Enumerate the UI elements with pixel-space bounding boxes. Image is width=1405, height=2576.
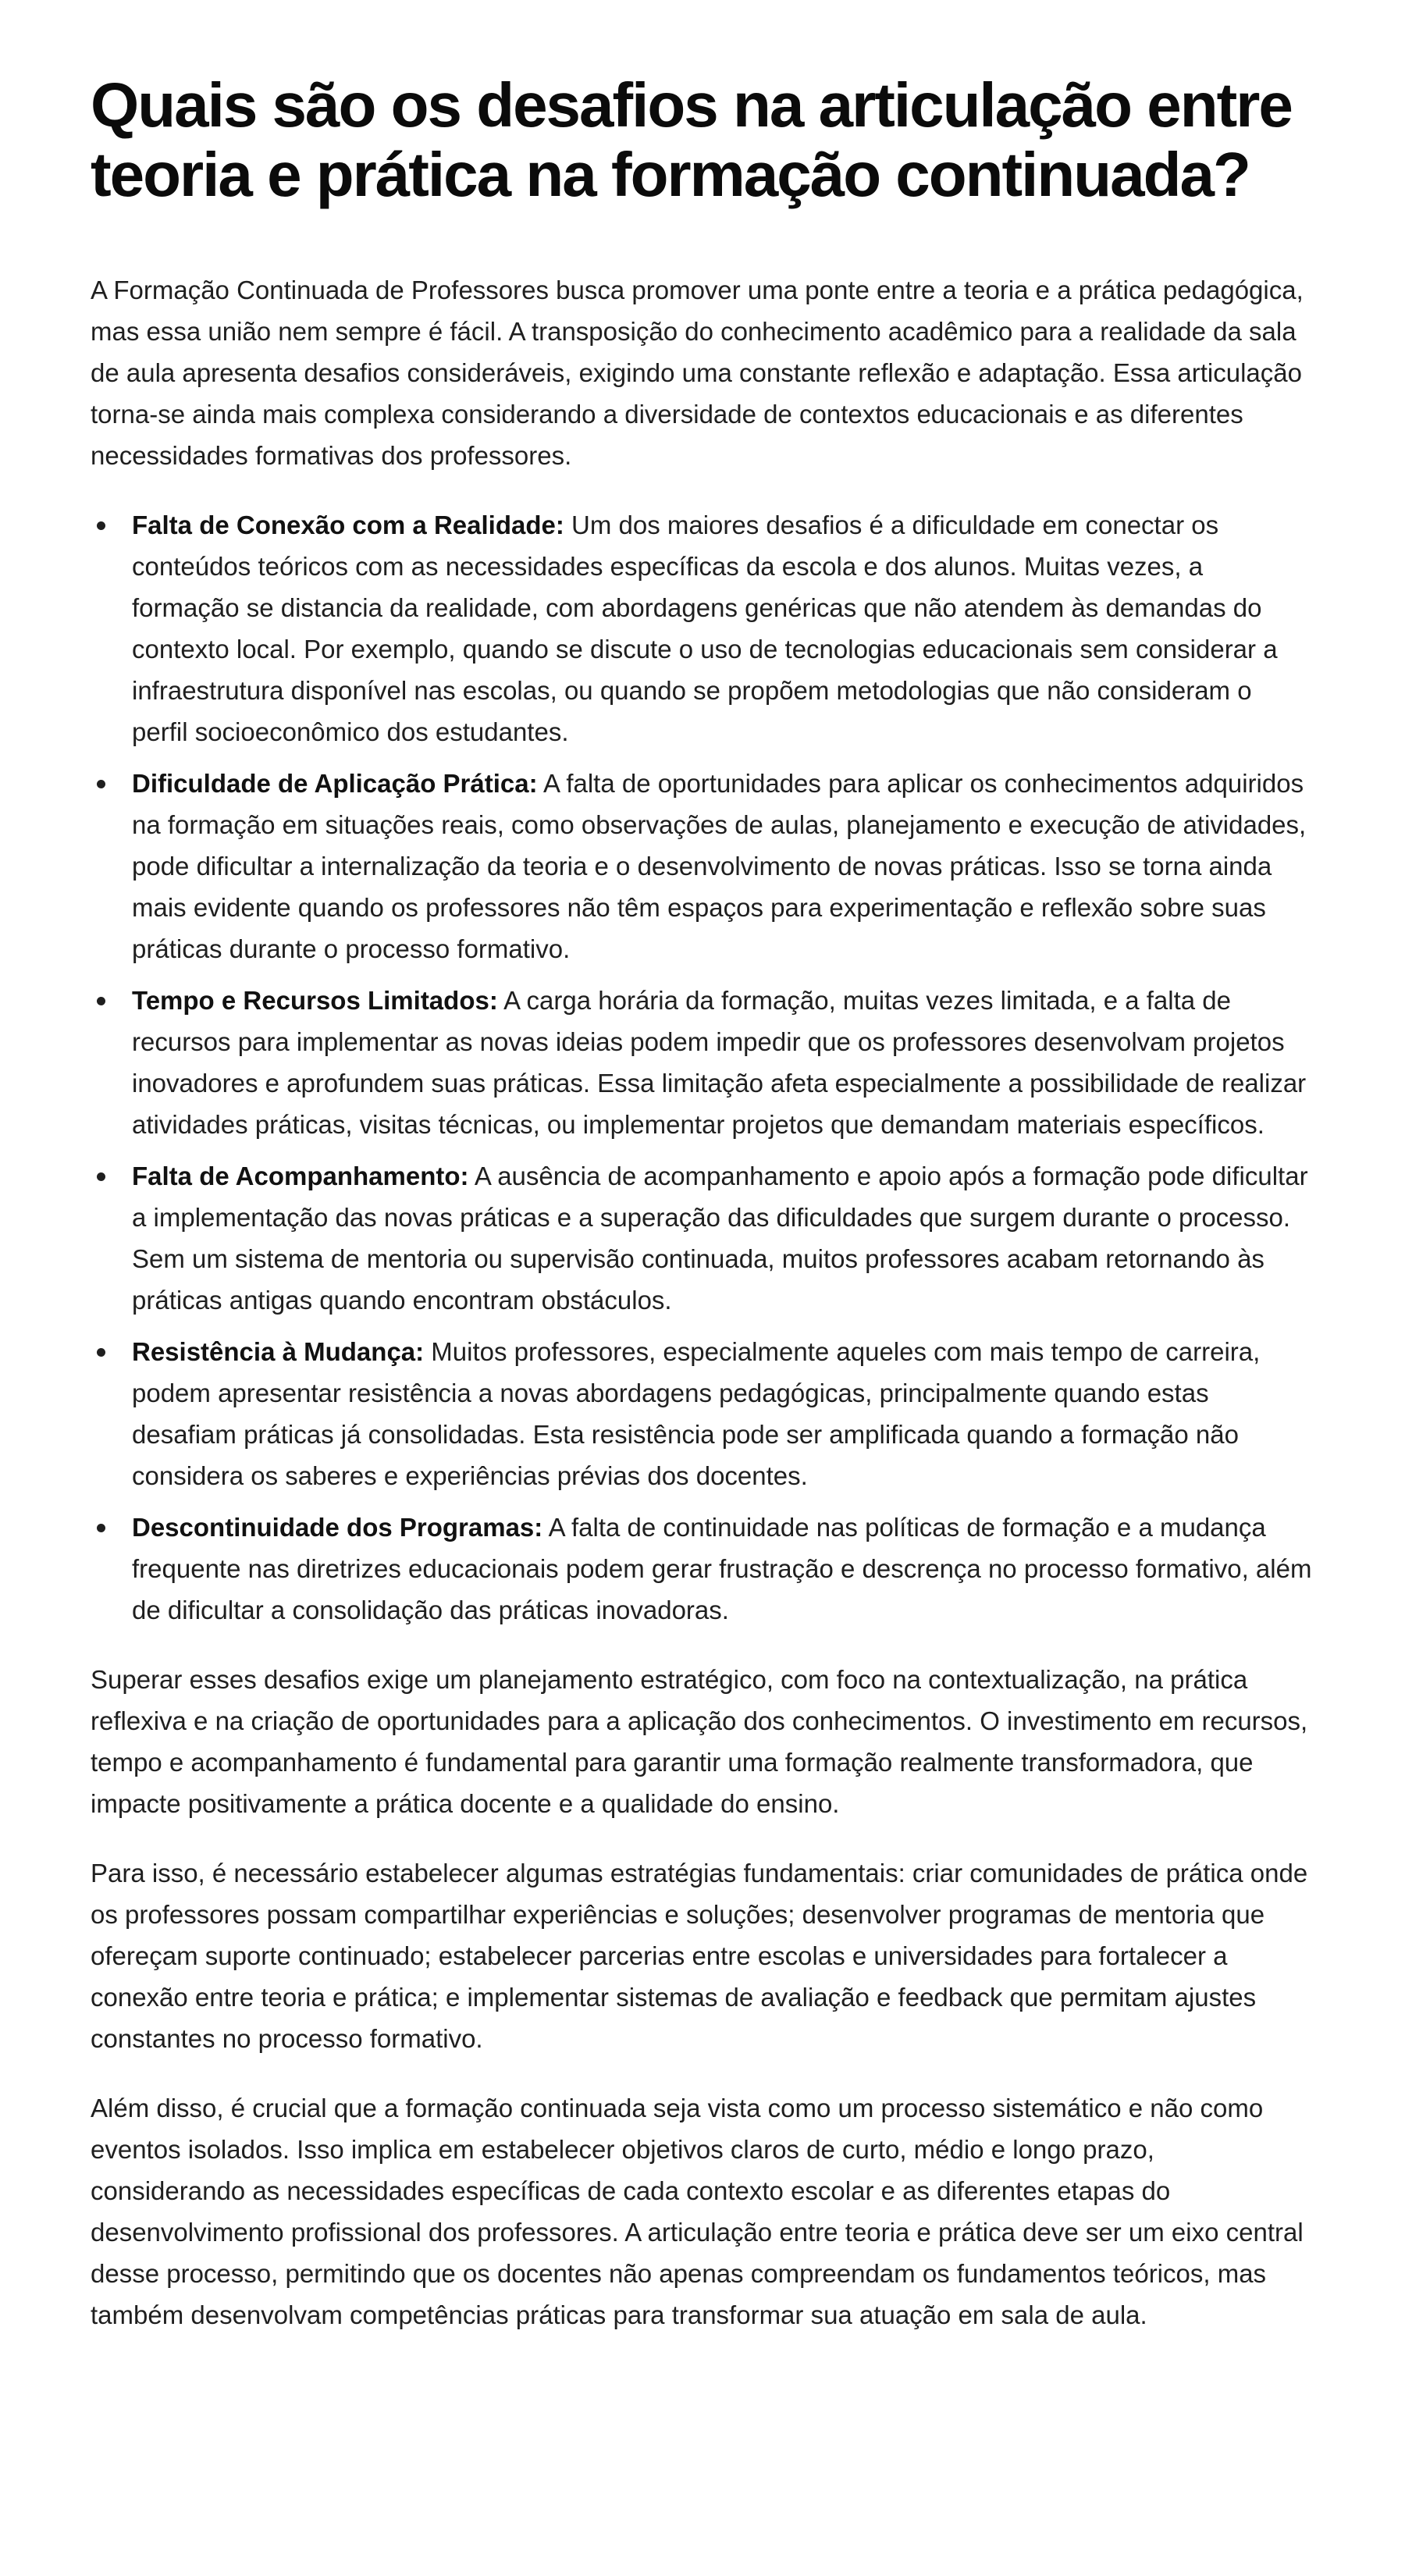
list-item <box>91 980 1314 1145</box>
challenges-list <box>91 504 1314 1631</box>
list-item-text: Muitos professores, especialmente aqueles com mais tempo de carreira, podem apresentar resistência a novas abordagens pedagógicas, principalmente quando estas desafiam práticas já consolidadas. Esta resistência pode ser amplificada quando a formação não considera os saberes e experiências prévias dos docentes. <box>132 1337 1261 1490</box>
bullet-icon <box>97 1524 105 1532</box>
list-item <box>91 504 1314 753</box>
list-item-text: A ausência de acompanhamento e apoio após a formação pode dificultar a implementação das novas práticas e a superação das dificuldades que surgem durante o processo. Sem um sistema de mentoria ou supervisão continuada, muitos professores acabam retornando às práticas antigas quando encontram obstáculos. <box>132 1162 1308 1315</box>
list-item-term: Descontinuidade dos Programas: <box>132 1513 543 1542</box>
list-item-term: Resistência à Mudança: <box>132 1337 425 1366</box>
list-item-term: Tempo e Recursos Limitados: <box>132 986 498 1015</box>
list-item <box>91 763 1314 970</box>
list-item <box>91 1507 1314 1631</box>
list-item <box>91 1155 1314 1321</box>
list-item-text: A carga horária da formação, muitas vezes limitada, e a falta de recursos para implementar as novas ideias podem impedir que os professores desenvolvam projetos inovadores e aprofundem suas práticas. Essa limitação afeta especialmente a possibilidade de realizar atividades práticas, visitas técnicas, ou implementar projetos que demandam materiais específicos. <box>132 986 1307 1139</box>
bullet-icon <box>97 1172 105 1181</box>
list-item-term: Falta de Acompanhamento: <box>132 1162 469 1190</box>
bullet-icon <box>97 521 105 530</box>
bullet-icon <box>97 1348 105 1357</box>
list-item-term: Dificuldade de Aplicação Prática: <box>132 769 538 798</box>
body-paragraph: Para isso, é necessário estabelecer algumas estratégias fundamentais: criar comunidades de prática onde os professores possam compartilhar experiências e soluções; desenvolver programas de mentoria que ofereçam suporte continuado; estabelecer parcerias entre escolas e universidades para fortalecer a conexão entre teoria e prática; e implementar sistemas de avaliação e feedback que permitam ajustes constantes no processo formativo. <box>91 1859 1308 2053</box>
list-item-text: Um dos maiores desafios é a dificuldade em conectar os conteúdos teóricos com as necessidades específicas da escola e dos alunos. Muitas vezes, a formação se distancia da realidade, com abordagens genéricas que não atendem às demandas do contexto local. Por exemplo, quando se discute o uso de tecnologias educacionais sem considerar a infraestrutura disponível nas escolas, ou quando se propõem metodologias que não consideram o perfil socioeconômico dos estudantes. <box>132 511 1278 746</box>
body-paragraph: Além disso, é crucial que a formação continuada seja vista como um processo sistemático e não como eventos isolados. Isso implica em estabelecer objetivos claros de curto, médio e longo prazo, considerando as necessidades específicas de cada contexto escolar e as diferentes etapas do desenvolvimento profissional dos professores. A articulação entre teoria e prática deve ser um eixo central desse processo, permitindo que os docentes não apenas compreendam os fundamentos teóricos, mas também desenvolvam competências práticas para transformar sua atuação em sala de aula. <box>91 2094 1304 2329</box>
body-paragraph: Superar esses desafios exige um planejamento estratégico, com foco na contextualização, na prática reflexiva e na criação de oportunidades para a aplicação dos conhecimentos. O investimento em recursos, tempo e acompanhamento é fundamental para garantir uma formação realmente transformadora, que impacte positivamente a prática docente e a qualidade do ensino. <box>91 1665 1308 1818</box>
bullet-icon <box>97 780 105 788</box>
bullet-icon <box>97 997 105 1005</box>
intro-paragraph: A Formação Continuada de Professores busca promover uma ponte entre a teoria e a prática pedagógica, mas essa união nem sempre é fácil. A transposição do conhecimento acadêmico para a realidade da sala de aula apresenta desafios consideráveis, exigindo uma constante reflexão e adaptação. Essa articulação torna-se ainda mais complexa considerando a diversidade de contextos educacionais e as diferentes necessidades formativas dos professores. <box>91 276 1304 470</box>
page-title: Quais são os desafios na articulação entre teoria e prática na formação continuada? <box>91 70 1292 209</box>
list-item-text: A falta de continuidade nas políticas de formação e a mudança frequente nas diretrizes educacionais podem gerar frustração e descrença no processo formativo, além de dificultar a consolidação das práticas inovadoras. <box>132 1513 1312 1624</box>
list-item-text: A falta de oportunidades para aplicar os conhecimentos adquiridos na formação em situações reais, como observações de aulas, planejamento e execução de atividades, pode dificultar a internalização da teoria e o desenvolvimento de novas práticas. Isso se torna ainda mais evidente quando os professores não têm espaços para experimentação e reflexão sobre suas práticas durante o processo formativo. <box>132 769 1307 963</box>
list-item <box>91 1331 1314 1496</box>
list-item-term: Falta de Conexão com a Realidade: <box>132 511 564 539</box>
